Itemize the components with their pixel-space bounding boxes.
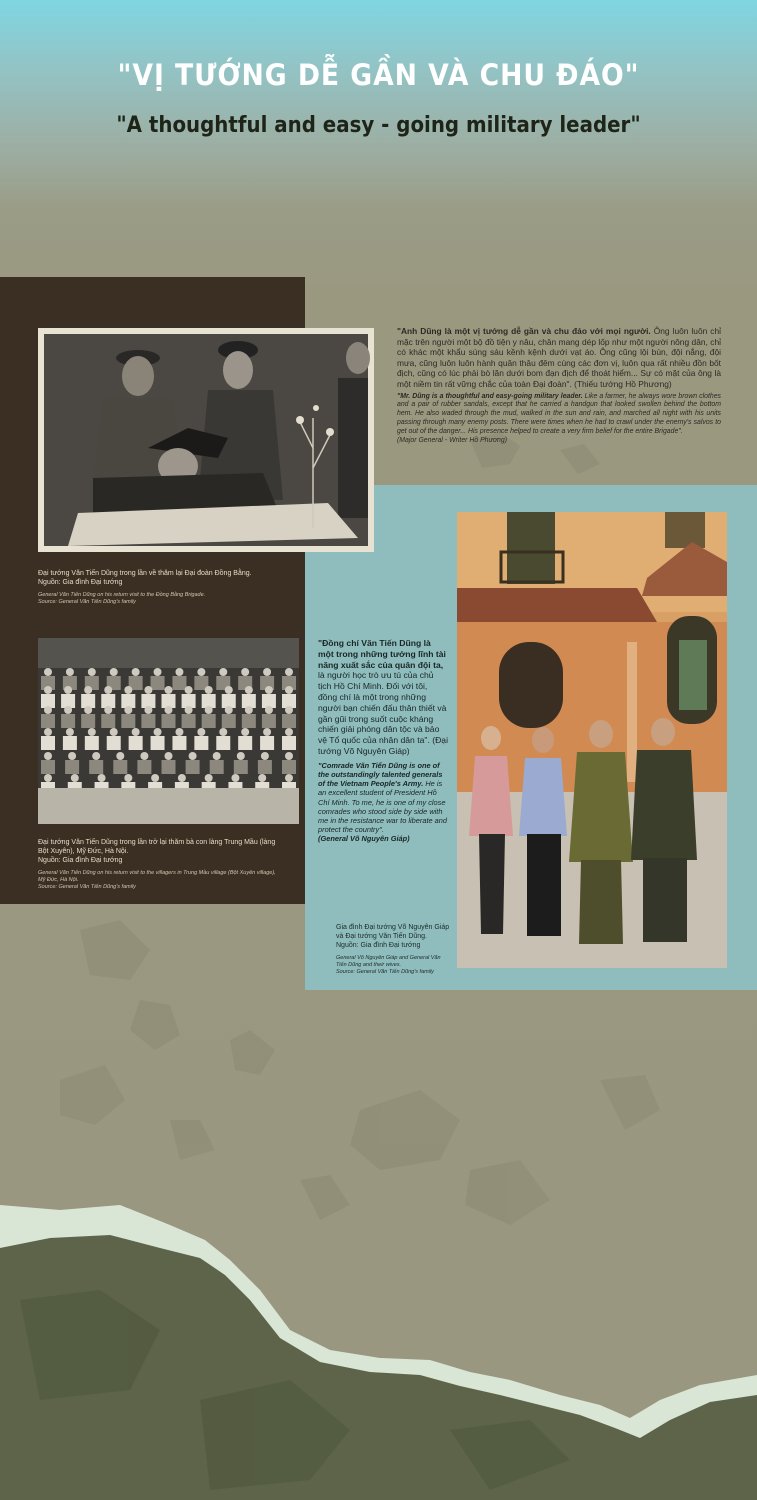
quote-giap-vn-bold: "Đồng chí Văn Tiến Dũng là một trong những tướng lĩnh tài năng xuất sắc của quân đội ta,: [318, 638, 446, 670]
caption-photo-village-vn: Đại tướng Văn Tiến Dũng trong lần trở lại thăm bà con làng Trung Mầu (làng Bột Xuyên), Mỹ Đức, Hà Nội.: [38, 839, 276, 855]
quote-ho-phuong-vn-text: Ông luôn luôn chỉ mặc trên người một bộ đồ tiện y nâu, chân mang dép lốp như một người nông dân, chỉ có khác một khẩu súng sáu kềnh kệnh dưới vạt áo. Ông cũng lội bùn, đội nắng, đội mưa, cũng luôn luôn hành quân thâu đêm cùng các đơn vị, luôn qua rất nhiều đồn bốt địch, cũng có lúc phải bò lăn dưới bom đạn địch để thoát hiểm... Sự có mặt của ông là một niềm tin rất vững chắc của toàn Đại đoàn". (Thiếu tướng Hồ Phương): [397, 326, 721, 389]
quote-ho-phuong-en-text: Like a farmer, he always wore brown clothes and a pair of rubber sandals, except that he carried a handgun that looked swollen behind the bottom hem. He also waded through the mud, walked in the sun and rain, and marched all night with his units passing through many enemy posts. There were times when he had to crawl under the enemy's salvos to get out of the danger... His presence helped to create a very firm belief for the entire Brigade".: [397, 392, 721, 435]
quote-ho-phuong-en-author: (Major General - Writer Hồ Phương): [397, 436, 508, 444]
quote-ho-phuong: [397, 326, 721, 445]
photo-families-image: [457, 512, 727, 968]
page-title-vietnamese: "VỊ TƯỚNG DỄ GẦN VÀ CHU ĐÁO": [117, 58, 640, 92]
photo-village-image: [38, 638, 299, 824]
caption-photo-families-en: [336, 955, 451, 976]
caption-photo-families: [336, 923, 451, 976]
quote-ho-phuong-vn-bold: "Anh Dũng là một vị tướng dễ gần và chu đáo với mọi người.: [397, 326, 651, 336]
caption-photo-village-en: [38, 870, 278, 891]
photo-signing-visit: [38, 328, 374, 552]
quote-vo-nguyen-giap: [318, 638, 448, 844]
quote-giap-en-bold: "Comrade Văn Tiến Dũng is one of the outstandingly talented generals of the Vietnam People's Army.: [318, 760, 443, 789]
caption-photo-signing-source-vn: Nguồn: Gia đình Đại tướng: [38, 579, 123, 586]
caption-photo-families-source-vn: Nguồn: Gia đình Đại tướng: [336, 942, 421, 949]
quote-giap-en-text: He is an excellent student of President Hồ Chí Minh. To me, he is one of my close comrades who stood side by side with me in the resistance war to liberate and protect the country".: [318, 779, 447, 835]
caption-photo-signing-vn: Đại tướng Văn Tiến Dũng trong lần về thăm lại Đại đoàn Đồng Bằng.: [38, 570, 252, 577]
caption-photo-village-en-text: General Văn Tiến Dũng on his return visit to the villagers in Trung Mầu village (Bột Xuyên village), Mỹ Đức, Hà Nội.: [38, 870, 276, 883]
caption-photo-signing: [38, 569, 288, 606]
page-title-english: "A thoughtful and easy - going military leader": [116, 113, 641, 138]
caption-photo-families-source-en: Source: General Văn Tiến Dũng's family: [336, 969, 434, 975]
caption-photo-signing-source-en: Source: General Văn Tiến Dũng's family: [38, 599, 136, 605]
photo-signing-image: [38, 328, 374, 552]
caption-photo-village: [38, 838, 278, 891]
caption-photo-families-vn: Gia đình Đại tướng Võ Nguyên Giáp và Đại tướng Văn Tiến Dũng.: [336, 924, 450, 940]
photo-two-generals-families: [457, 512, 727, 968]
quote-ho-phuong-en-bold: "Mr. Dũng is a thoughtful and easy-going military leader.: [397, 392, 583, 400]
photo-village-group: [38, 638, 299, 824]
caption-photo-village-source-vn: Nguồn: Gia đình Đại tướng: [38, 857, 123, 864]
quote-giap-en-author: (General Võ Nguyên Giáp): [318, 834, 410, 844]
caption-photo-village-source-en: Source: General Văn Tiến Dũng's family: [38, 884, 136, 890]
quote-giap-vn-text: là người học trò ưu tú của chủ tịch Hồ Chí Minh. Đối với tôi, đồng chí là một trong những người bạn chiến đấu thân thiết và gần gũi trong suốt cuộc kháng chiến giải phóng dân tộc và bảo vệ Tổ quốc của nhân dân ta". (Đại tướng Võ Nguyên Giáp): [318, 670, 448, 756]
caption-photo-signing-en: [38, 592, 288, 606]
caption-photo-families-en-text: General Võ Nguyên Giáp and General Văn Tiến Dũng and their wives.: [336, 955, 441, 968]
caption-photo-signing-en-text: General Văn Tiến Dũng on his return visit to the Đồng Bằng Brigade.: [38, 592, 206, 598]
